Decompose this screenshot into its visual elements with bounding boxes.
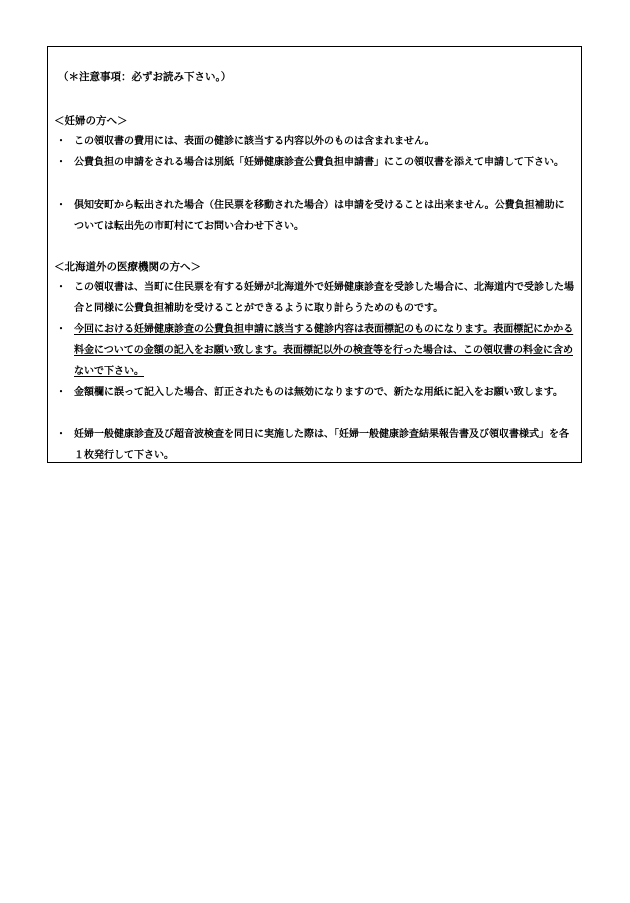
list-item-text: 金額欄に誤って記入した場合、訂正されたものは無効になりますので、新たな用紙に記入をお願い致します。 xyxy=(74,387,563,398)
bullet-mark: ・ xyxy=(56,387,66,398)
list-item xyxy=(56,152,574,173)
list-item-text: 妊婦一般健康診査及び超音波検査を同日に実施した際は、「妊婦一般健康診査結果報告書及び領収書様式」を各１枚発行して下さい。 xyxy=(74,429,569,461)
bullet-mark: ・ xyxy=(56,429,66,440)
bullet-mark: ・ xyxy=(56,200,66,211)
list-item-text: 倶知安町から転出された場合（住民票を移動された場合）は申請を受けることは出来ません。公費負担補助については転出先の市町村にてお問い合わせ下さい。 xyxy=(74,200,565,232)
notice-title: （＊注意事項：必ずお読み下さい。） xyxy=(58,71,232,83)
list-item xyxy=(56,319,574,382)
notice-box xyxy=(47,46,582,463)
list-item xyxy=(56,195,574,237)
list-item-text: この領収書は、当町に住民票を有する妊婦が北海道外で妊婦健康診査を受診した場合に、北海道内で受診した場合と同様に公費負担補助を受けることができるように取り計らうためのものです。 xyxy=(74,282,574,314)
list-item-text: 公費負担の申請をされる場合は別紙「妊婦健康診査公費負担申請書」にこの領収書を添えて申請して下さい。 xyxy=(74,157,564,168)
list-item-text: 今回における妊婦健康診査の公費負担申請に該当する健診内容は表面標記のものになります。表面標記にかかる料金についての金額の記入をお願い致します。表面標記以外の検査等を行った場合は、この領収書の料金に含めないで下さい。 xyxy=(74,324,574,377)
bullet-mark: ・ xyxy=(56,136,66,147)
section-heading-medical: ＜北海道外の医療機関の方へ＞ xyxy=(54,261,201,273)
section-heading-pregnant: ＜妊婦の方へ＞ xyxy=(54,115,128,127)
bullet-mark: ・ xyxy=(56,282,66,293)
bullet-mark: ・ xyxy=(56,324,66,335)
list-item xyxy=(56,424,574,466)
list-item xyxy=(56,277,574,319)
list-item xyxy=(56,382,574,403)
bullet-mark: ・ xyxy=(56,157,66,168)
list-item xyxy=(56,131,574,152)
list-item-text: この領収書の費用には、表面の健診に該当する内容以外のものは含まれません。 xyxy=(74,136,435,147)
